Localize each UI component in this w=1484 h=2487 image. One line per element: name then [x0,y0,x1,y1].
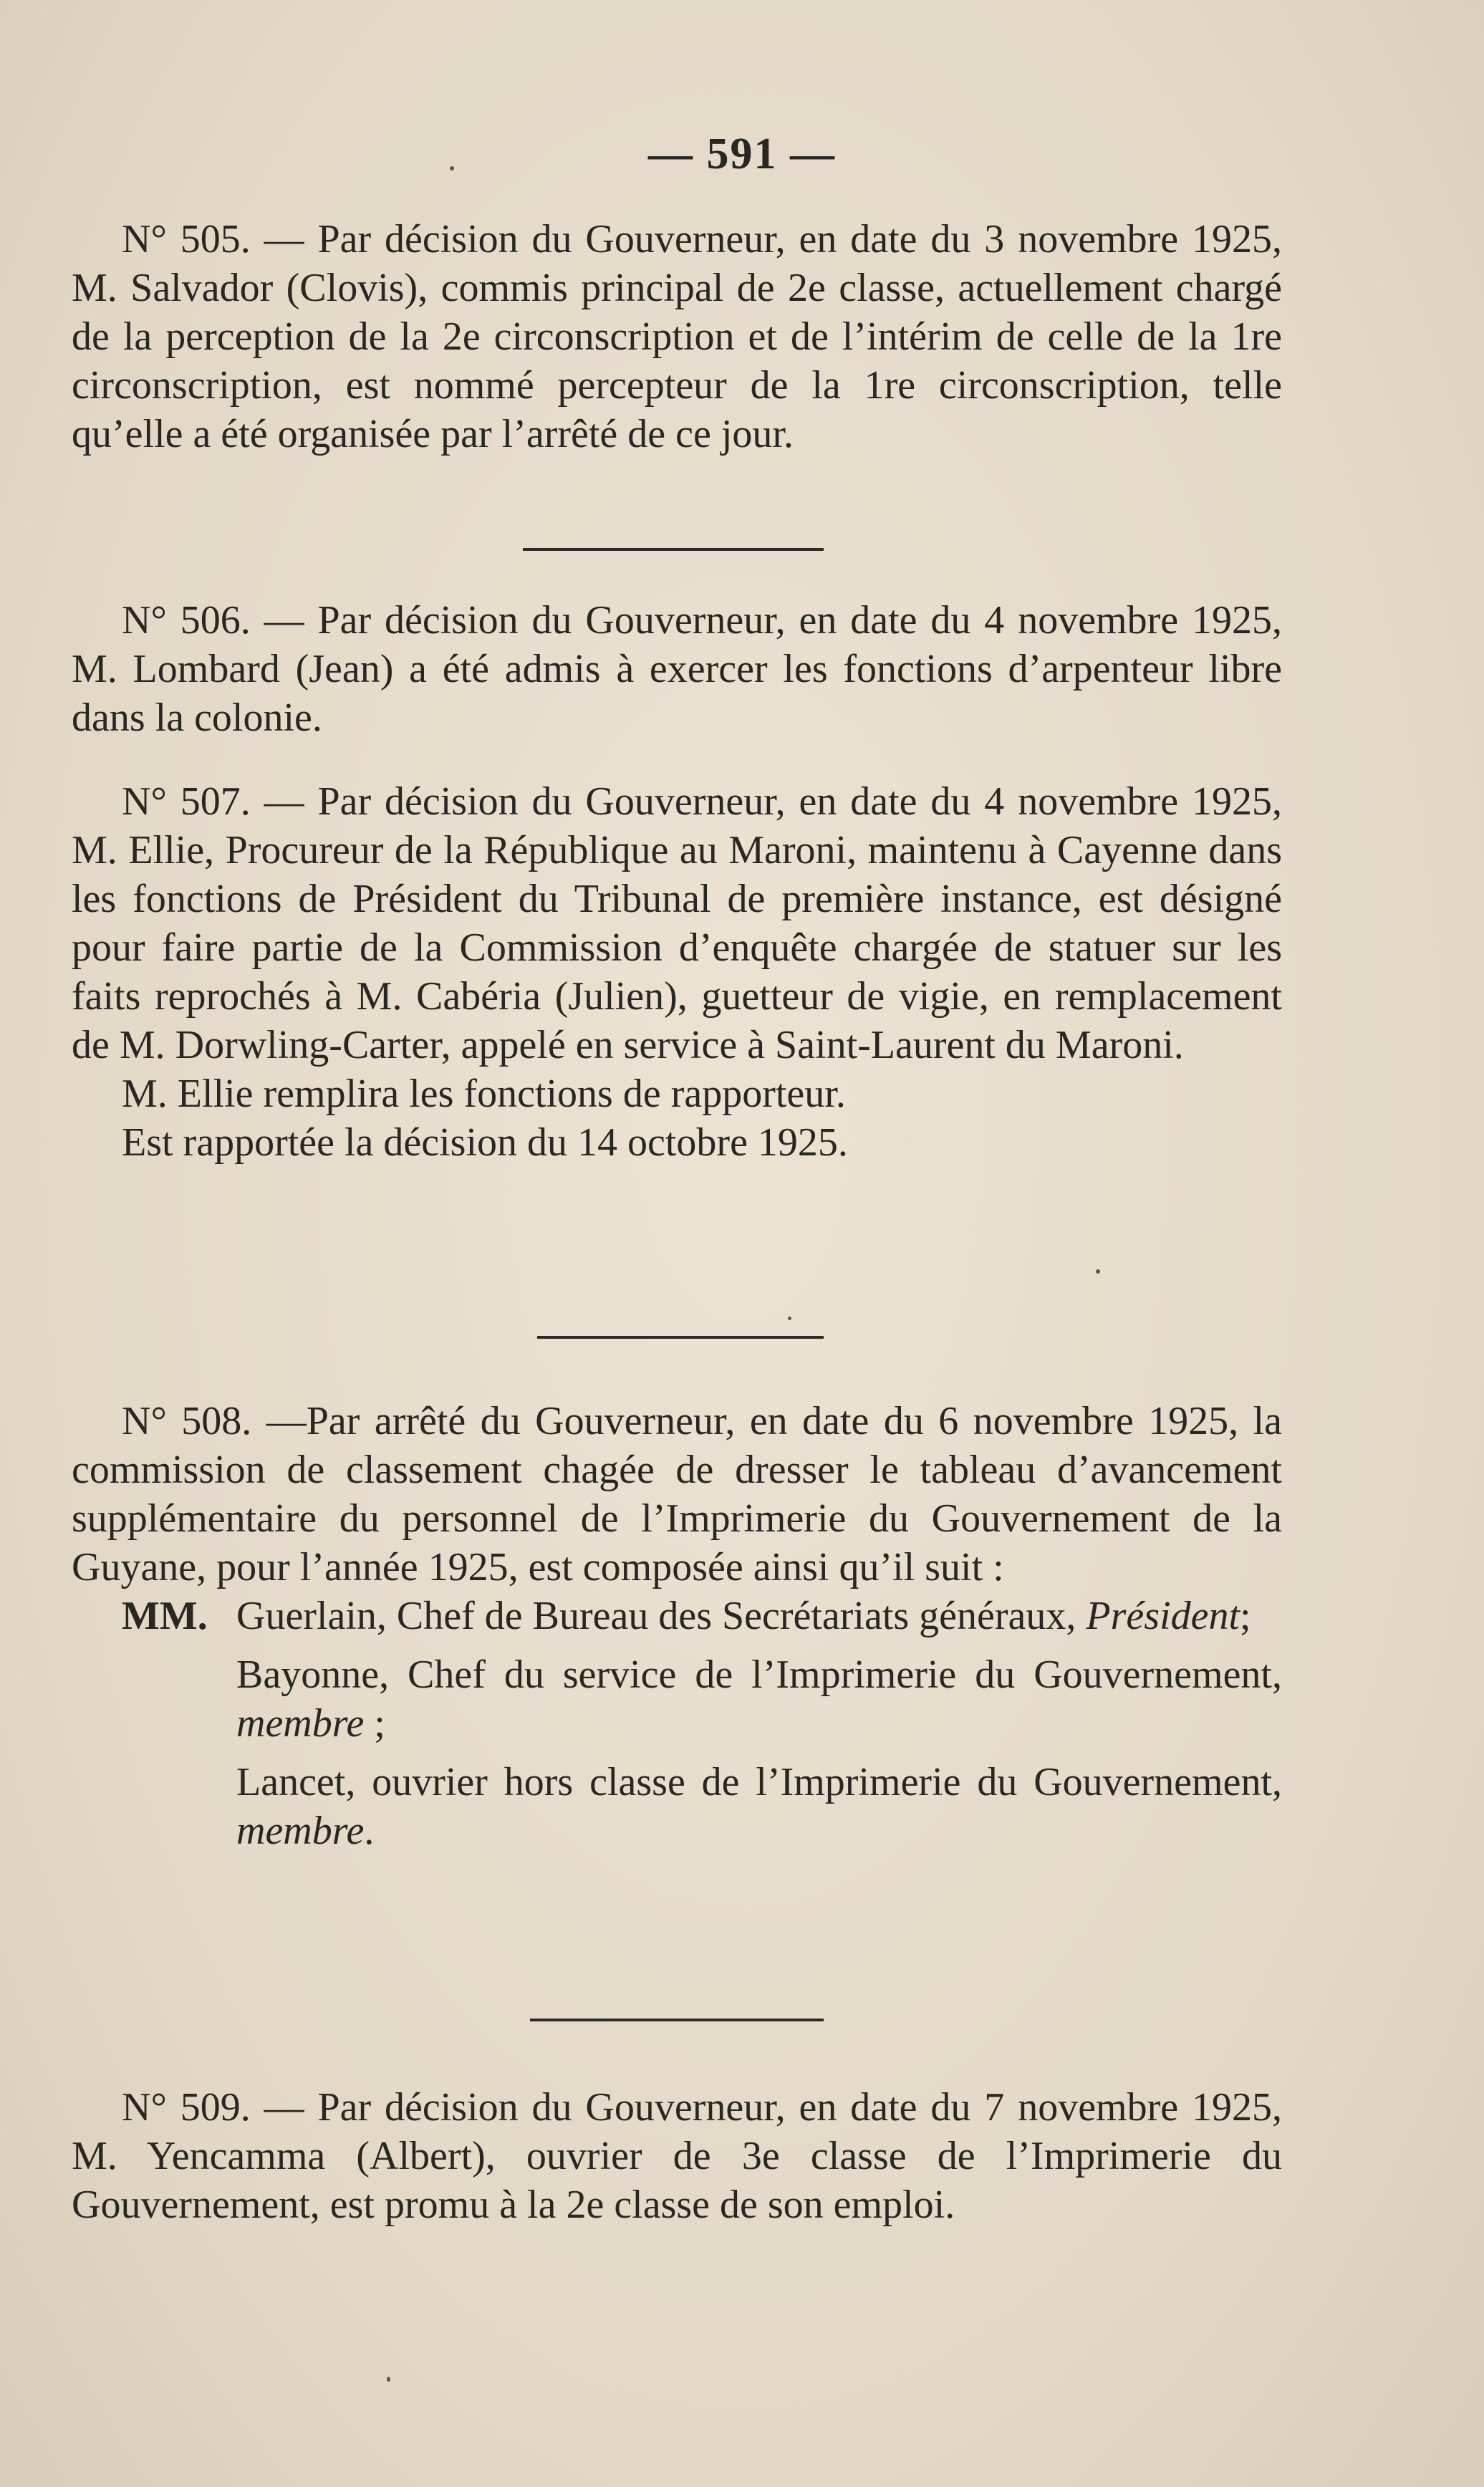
member-item [72,1650,1282,1748]
member-item [72,1592,1282,1640]
entry-507-rapporteur: M. Ellie remplira les fonctions de rapporteur. [122,1072,846,1116]
page-number: — 591 — [648,130,836,178]
print-speck [387,2377,390,2382]
member-role: Président [1086,1594,1240,1638]
member-end: ; [364,1701,385,1746]
entry-509-text: N° 509. — Par décision du Gouverneur, en date du 7 novembre 1925, M. Yencamma (Albert), ouvrier de 3e classe de l’Imprimerie du Gouvernement, est promu à la 2e classe de son emploi. [72,2085,1282,2227]
entry-508 [72,1397,1282,1865]
section-divider [530,2019,824,2021]
entry-507-text: N° 507. — Par décision du Gouverneur, en date du 4 novembre 1925, M. Ellie, Procureur de la République au Maroni, maintenu à Cayenne dans les fonctions de Président du Tribunal de première instance, est désigné pour faire partie de la Commission d’enquête chargée de statuer sur les faits reprochés à M. Cabéria (Julien), guetteur de vigie, en remplacement de M. Dorwling-Carter, appelé en service à Saint-Laurent du Maroni. [72,779,1282,1067]
entry-507 [72,777,1282,1167]
member-role: membre [236,1701,365,1746]
print-speck [1096,1269,1100,1274]
print-speck [450,166,454,170]
entry-507-note: Est rapportée la décision du 14 octobre 1925. [122,1120,848,1165]
entry-508-text: N° 508. —Par arrêté du Gouverneur, en date du 6 novembre 1925, la commission de classement chagée de dresser le tableau d’avancement supplémentaire du personnel de l’Imprimerie du Gouvernement de la Guyane, pour l’année 1925, est composée ainsi qu’il suit : [72,1399,1282,1589]
member-role: membre [236,1809,365,1853]
print-speck [788,1317,791,1320]
member-end: . [364,1809,375,1853]
member-end: ; [1240,1594,1251,1638]
commission-member-list [72,1592,1282,1855]
entry-506-text: N° 506. — Par décision du Gouverneur, en date du 4 novembre 1925, M. Lombard (Jean) a été admis à exercer les fonctions d’arpenteur libre dans la colonie. [72,598,1282,740]
section-divider [523,548,824,551]
member-text: Bayonne, Chef du service de l’Imprimerie du Gouvernement, [236,1653,1282,1697]
members-prefix: MM. [122,1594,208,1638]
member-text: Lancet, ouvrier hors classe de l’Imprimerie du Gouvernement, [236,1760,1282,1804]
entry-505-text: N° 505. — Par décision du Gouverneur, en date du 3 novembre 1925, M. Salvador (Clovis), commis principal de 2e classe, actuellement chargé de la perception de la 2e circonscription et de l’intérim de celle de la 1re circonscription, est nommé percepteur de la 1re circonscription, telle qu’elle a été organisée par l’arrêté de ce jour. [72,217,1282,456]
member-item [72,1758,1282,1855]
section-divider [537,1336,824,1339]
entry-509 [72,2083,1282,2229]
entry-505 [72,215,1282,458]
member-text: Guerlain, Chef de Bureau des Secrétariats généraux, [236,1594,1076,1638]
entry-506 [72,596,1282,742]
